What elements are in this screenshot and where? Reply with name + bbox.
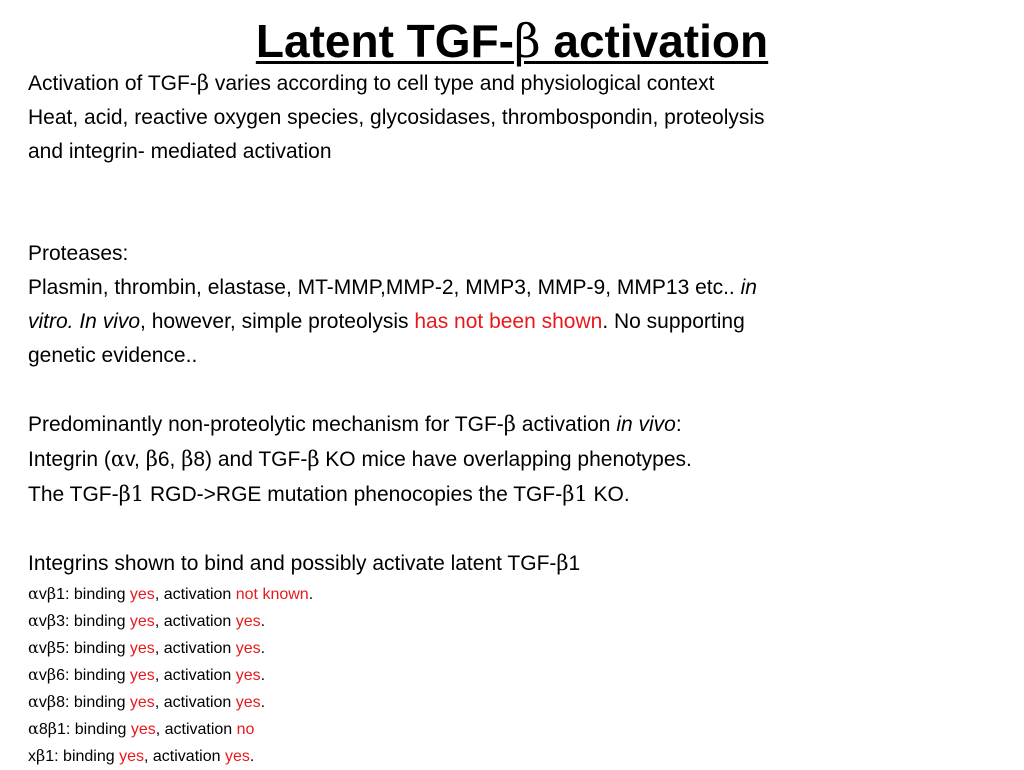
intro-line-1: Activation of TGF-β varies according to cell type and physiological context — [28, 71, 715, 95]
nonproteolytic-line-1: Predominantly non-proteolytic mechanism for TGF-β activation in vivo: — [28, 412, 682, 436]
beta-symbol: β — [513, 14, 541, 68]
nonproteolytic-line-2: Integrin (αv, β6, β8) and TGF-β KO mice have overlapping phenotypes. — [28, 447, 692, 471]
integrin-row: αvβ6: binding yes, activation yes. — [28, 665, 266, 684]
integrin-row: xβ1: binding yes, activation yes. — [28, 746, 255, 765]
integrin-row: α8β1: binding yes, activation no — [28, 719, 255, 738]
nonproteolytic-line-3: The TGF-β1 RGD->RGE mutation phenocopies the TGF-β1 KO. — [28, 482, 630, 506]
integrin-list — [28, 581, 998, 770]
proteases-heading: Proteases: — [28, 242, 129, 265]
proteases-line-2: vitro. In vivo, however, simple proteolysis has not been shown. No supporting — [28, 310, 745, 333]
integrin-row: αvβ1: binding yes, activation not known. — [28, 584, 314, 603]
slide-body — [28, 66, 998, 770]
slide-title-text: Latent TGF-β activation — [255, 14, 769, 68]
proteases-line-3: genetic evidence.. — [28, 344, 198, 367]
integrin-row: αvβ5: binding yes, activation yes. — [28, 638, 266, 657]
integrins-heading: Integrins shown to bind and possibly activate latent TGF-β1 — [28, 551, 581, 575]
not-shown-highlight: has not been shown — [414, 310, 603, 333]
intro-line-3: and integrin- mediated activation — [28, 140, 332, 163]
intro-line-2: Heat, acid, reactive oxygen species, glycosidases, thrombospondin, proteolysis — [28, 106, 765, 129]
slide-title — [0, 14, 1024, 68]
integrin-row: αvβ3: binding yes, activation yes. — [28, 611, 266, 630]
proteases-line-1: Plasmin, thrombin, elastase, MT-MMP,MMP-2, MMP3, MMP-9, MMP13 etc.. in — [28, 276, 757, 299]
integrin-row: αvβ8: binding yes, activation yes. — [28, 692, 266, 711]
